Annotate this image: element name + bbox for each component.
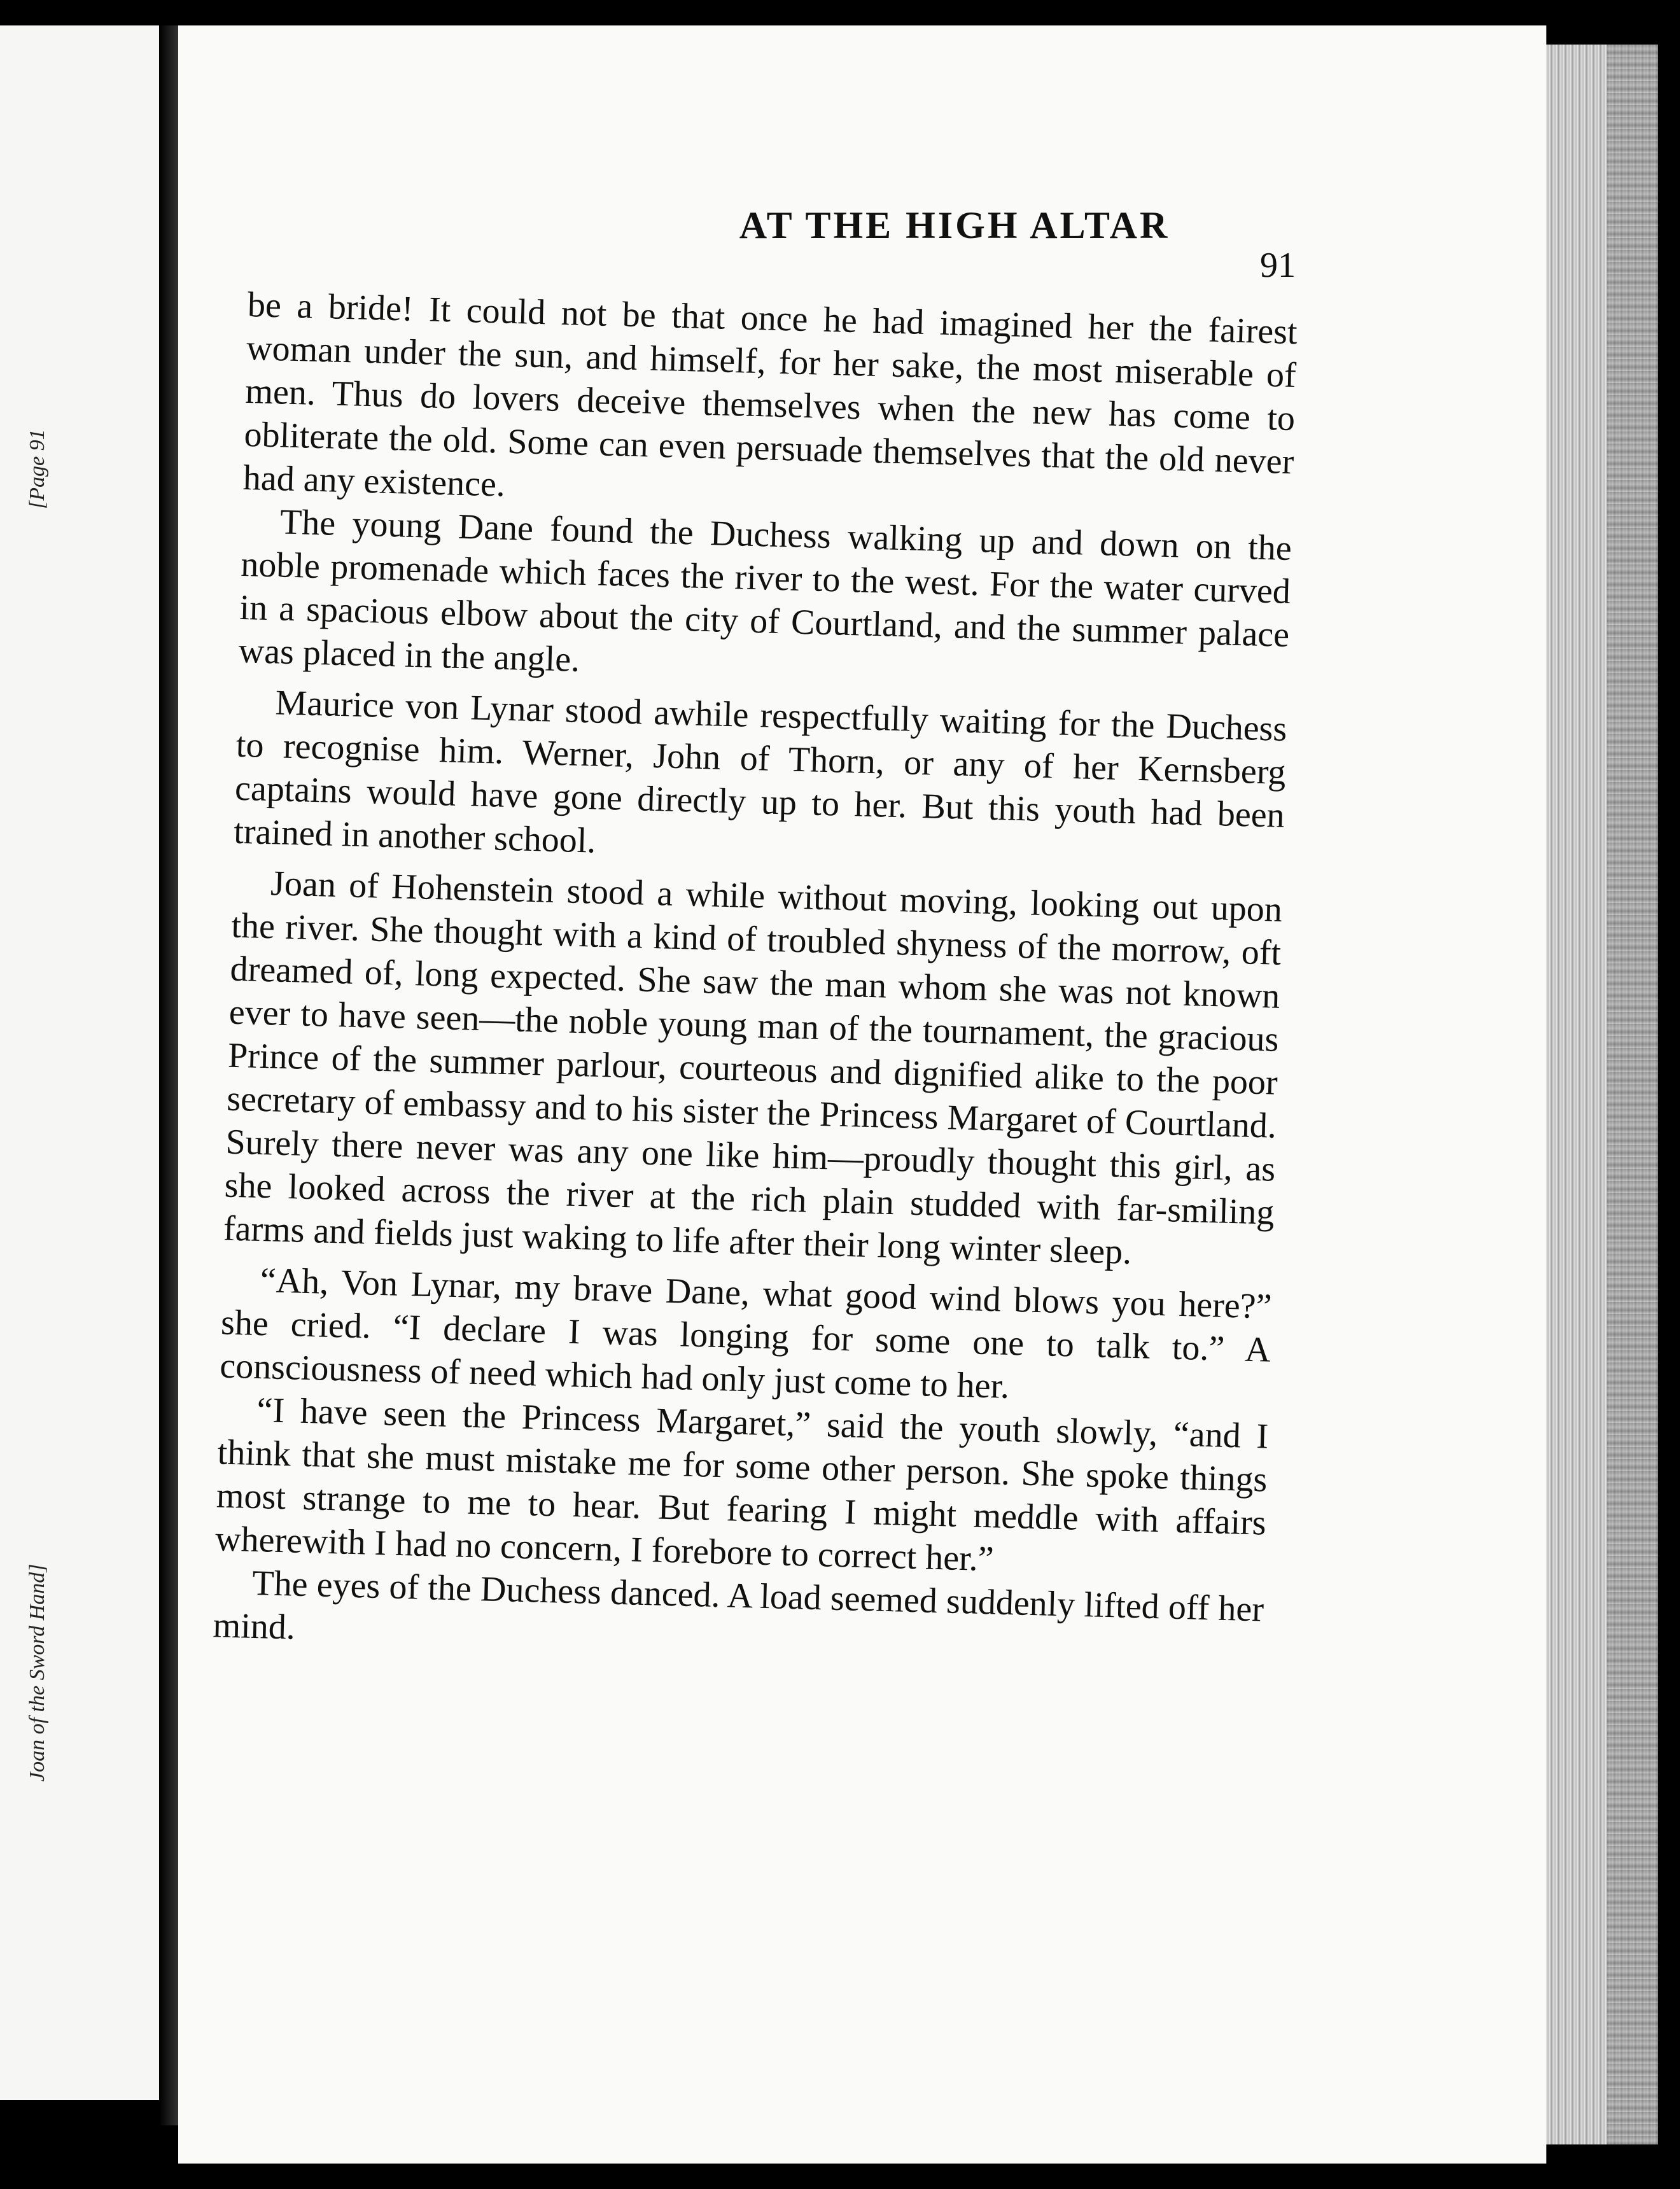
margin-book-title: Joan of the Sword Hand] bbox=[25, 1563, 49, 1782]
paragraph: be a bride! It could not be that once he had imagined her the fairest woman under the sun, and himself, for her sake, the most miserable of men. Thus do lovers deceive themselves when the new has come to obliterate the old. Some can even persuade themselves that the old never had any existence. bbox=[242, 284, 1298, 505]
paragraph: “I have seen the Princess Margaret,” said the youth slowly, “and I think that she must mistake me for some other person. She spoke things most strange to me to hear. But fearing I might meddle with affairs wherewith I had no concern, I forebore to correct her.” bbox=[214, 1390, 1269, 1579]
running-head: AT THE HIGH ALTAR bbox=[739, 204, 1170, 246]
paragraph: The eyes of the Duchess danced. A load seemed suddenly lifted off her mind. bbox=[212, 1563, 1264, 1647]
page-number: 91 bbox=[1260, 246, 1296, 285]
body-text bbox=[213, 283, 1298, 1674]
page-edges bbox=[1546, 45, 1658, 2144]
paragraph: Joan of Hohenstein stood a while without moving, looking out upon the river. She thought with a kind of troubled shyness of the morrow, oft dreamed of, long expected. She saw the man whom she was not known ever to have seen—the noble young man of the tournament, the gracious Prince of the summer parlour, courteous and dignified alike to the poor secretary of embassy and to his sister the Princess Margaret of Courtland. Surely there never was any one like him—proudly thought this girl, as she looked across the river at the rich plain studded with far-smiling farms and fields just waking to life after their long winter sleep. bbox=[223, 864, 1283, 1272]
book-gutter bbox=[159, 25, 178, 2125]
facing-page bbox=[0, 25, 165, 2100]
book-page bbox=[178, 25, 1546, 2164]
paragraph: “Ah, Von Lynar, my brave Dane, what good wind blows you here?” she cried. “I declare I was longing for some one to talk to.” A consciousness of need which had only just come to her. bbox=[219, 1261, 1273, 1406]
paragraph: Maurice von Lynar stood awhile respectfully waiting for the Duchess to recognise him. Werner, John of Thorn, or any of her Kernsberg captains would have gone directly up to her. But this youth had been trained in another school. bbox=[233, 683, 1288, 861]
margin-page-reference: [Page 91 bbox=[25, 429, 49, 509]
paragraph: The young Dane found the Duchess walking up and down on the noble promenade which faces the river to the west. For the water curved in a spacious elbow about the city of Courtland, and the summer palace was placed in the angle. bbox=[238, 502, 1292, 680]
